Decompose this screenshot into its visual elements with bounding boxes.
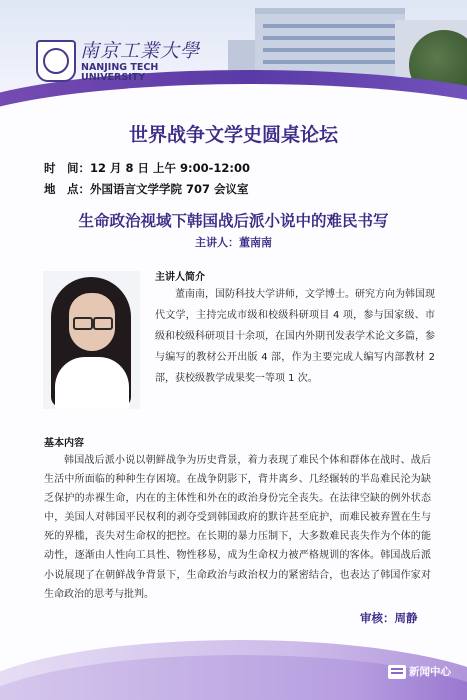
event-place: 地 点：外国语言文学学院 707 会议室 (44, 182, 249, 196)
bio-heading: 主讲人简介 (155, 272, 205, 283)
bio-text: 董南南，国防科技大学讲师，文学博士。研究方向为韩国现代文学，主持完成市级和校级科研项目 4 项，参与国家级、市级和校级科研项目十余项，在国内外期刊发表学术论文多篇，参与编写的教材公开出版 4 部，作为主要完成人编写内部教材 2 部，获校级教学成果奖一等项 1 次。 (155, 289, 435, 384)
speaker-photo (43, 271, 140, 409)
news-center-logo: 新闻中心 (388, 664, 451, 679)
content-text: 韩国战后派小说以朝鲜战争为历史背景，着力表现了难民个体和群体在战时、战后生活中所面临的种种生存困境。在战争阴影下，背井离乡、几经辗转的半岛难民沦为缺乏保护的赤裸生命，内在的主体性和外在的政治身份完全丧失。在法律空缺的例外状态中，美国人对韩国平民权利的剥夺受到韩国政府的默许甚至庇护，而难民被弃置在生与死的界槛，丧失对生命权的把控。在长期的暴力压制下，大多数难民丧失作为个体的能动性，逐渐由人性向工具性、物性移易，成为生命权力被严格规训的客体。韩国战后派小说展现了在朝鲜战争背景下，生命政治与政治权力的紧密结合，也表达了韩国作家对生命政治的思考与批判。 (44, 455, 431, 600)
university-name-cn: 南京工業大學 (80, 40, 201, 62)
talk-title: 生命政治视域下韩国战后派小说中的难民书写 (78, 212, 389, 230)
forum-title: 世界战争文学史圆桌论坛 (128, 124, 338, 146)
speaker-name: 主讲人：董南南 (195, 236, 272, 249)
university-seal-icon (36, 40, 76, 82)
content-heading: 基本内容 (44, 438, 84, 449)
reviewer: 审核：周静 (360, 611, 418, 625)
campus-header-photo (0, 0, 467, 118)
event-time: 时 间：12 月 8 日 上午 9:00-12:00 (44, 161, 251, 175)
university-name-en: NANJING TECH UNIVERSITY (81, 62, 159, 83)
news-icon (388, 665, 406, 679)
